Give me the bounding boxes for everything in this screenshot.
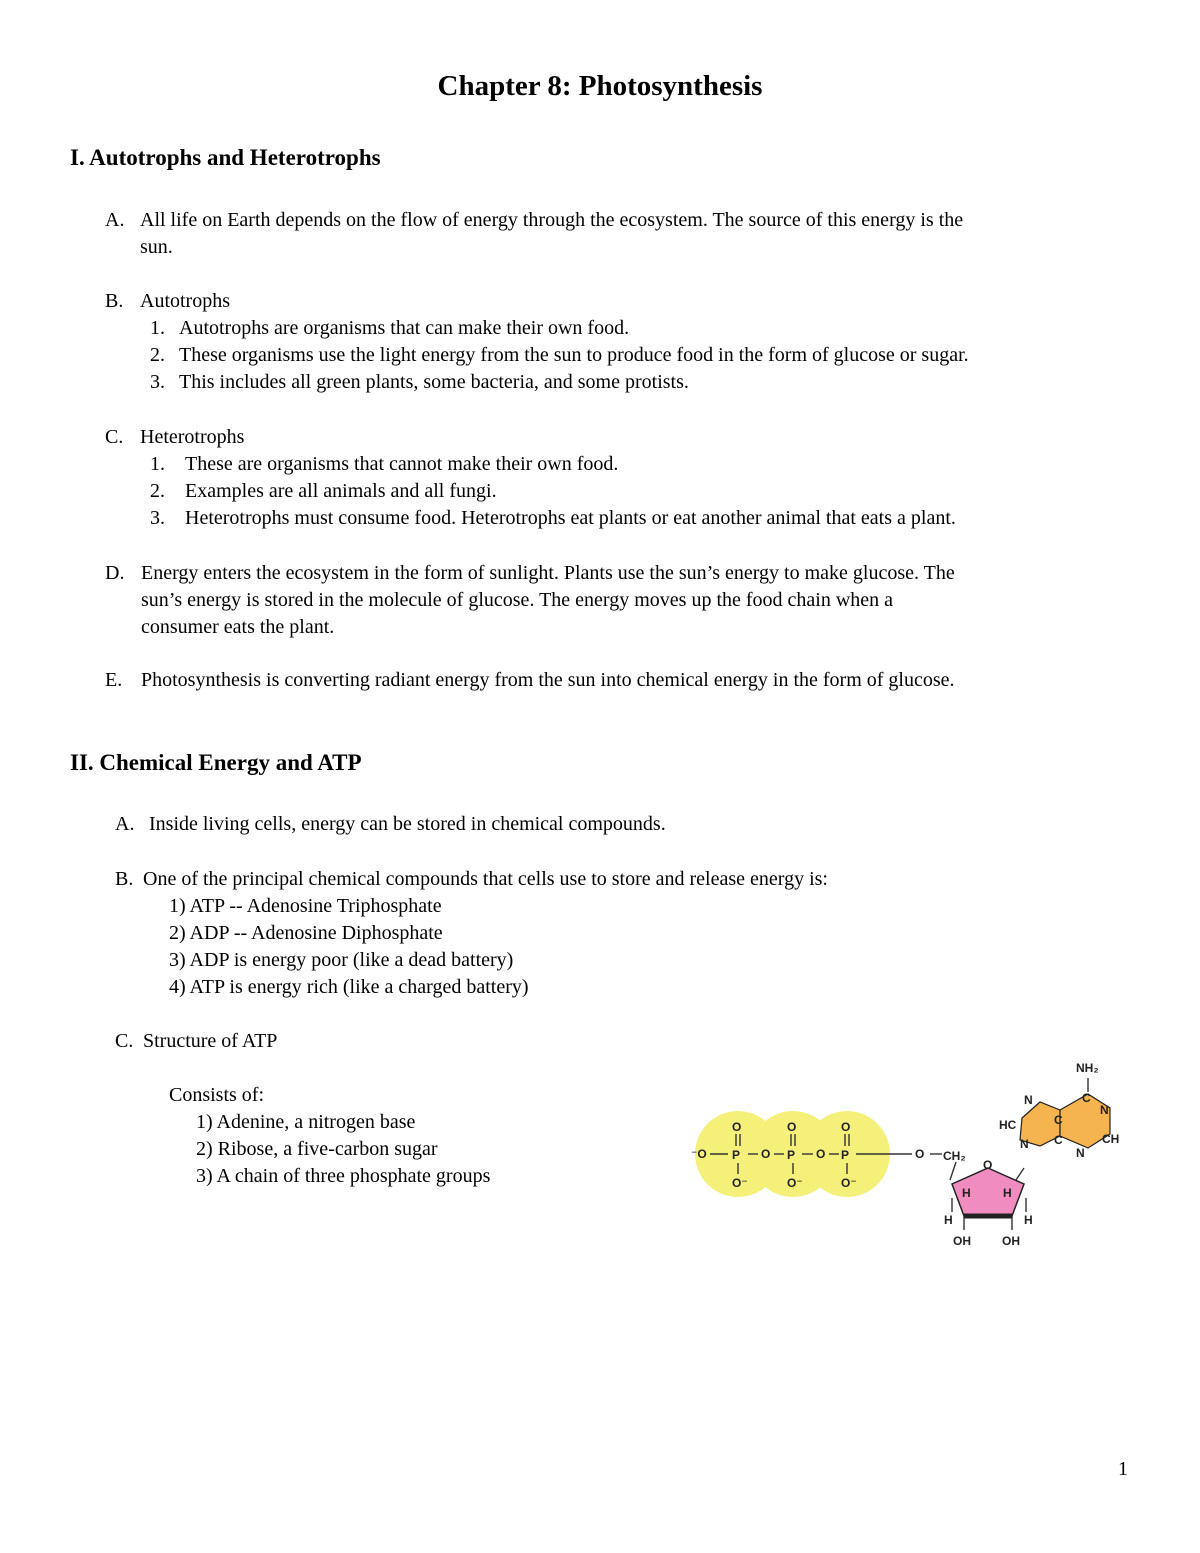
item-1d-line: consumer eats the plant.: [141, 616, 335, 638]
item-2c-marker: C.: [115, 1030, 134, 1052]
adenine-label: N: [1076, 1146, 1085, 1160]
list-item: 1) Adenine, a nitrogen base: [196, 1111, 416, 1133]
item-1e-text: Photosynthesis is converting radiant energy from the sun into chemical energy in the form of glucose.: [141, 669, 955, 691]
ribose-label: H: [944, 1213, 953, 1227]
ribose-label: CH₂: [943, 1149, 966, 1163]
item-1a-marker: A.: [105, 209, 125, 231]
item-1c-marker: C.: [105, 426, 124, 448]
ribose-label: H: [1024, 1213, 1033, 1227]
item-1b-marker: B.: [105, 290, 124, 312]
list-item-number: 3.: [150, 507, 165, 529]
item-1c-label: Heterotrophs: [140, 426, 245, 448]
item-1a-text-cont: sun.: [140, 236, 173, 258]
list-item: 2) Ribose, a five-carbon sugar: [196, 1138, 438, 1160]
phosphate-label: O⁻: [732, 1176, 748, 1190]
item-2a-marker: A.: [115, 813, 135, 835]
list-item: Examples are all animals and all fungi.: [185, 480, 497, 502]
item-1b-label: Autotrophs: [140, 290, 230, 312]
item-1d-marker: D.: [105, 562, 125, 584]
page-number: 1: [1118, 1458, 1128, 1480]
ribose-label: H: [1003, 1186, 1012, 1200]
list-item: 3) ADP is energy poor (like a dead battery): [169, 949, 514, 971]
item-1a-text: All life on Earth depends on the flow of energy through the ecosystem. The source of this energy is the: [140, 209, 964, 231]
ribose-label: O: [983, 1158, 993, 1172]
list-item: 1) ATP -- Adenosine Triphosphate: [169, 895, 442, 917]
ribose-label: OH: [953, 1234, 971, 1248]
list-item-number: 1.: [150, 453, 165, 475]
item-2b-marker: B.: [115, 868, 134, 890]
adenine-label: HC: [999, 1118, 1017, 1132]
section-1-heading: I. Autotrophs and Heterotrophs: [70, 145, 381, 170]
item-2a-text: Inside living cells, energy can be stored in chemical compounds.: [149, 813, 666, 835]
item-1e-marker: E.: [105, 669, 123, 691]
phosphate-label: O: [841, 1120, 851, 1134]
phosphate-label: O: [816, 1147, 826, 1161]
item-2b-text: One of the principal chemical compounds that cells use to store and release energy is:: [143, 868, 828, 890]
adenine-label: C: [1082, 1091, 1091, 1105]
item-2c-text: Structure of ATP: [143, 1030, 278, 1052]
list-item: Autotrophs are organisms that can make their own food.: [179, 317, 630, 339]
atp-structure-diagram: [690, 1050, 1160, 1260]
list-item: These organisms use the light energy from the sun to produce food in the form of glucose or sugar.: [179, 344, 969, 366]
adenine-label: CH: [1102, 1132, 1120, 1146]
adenine-label: C: [1054, 1133, 1063, 1147]
phosphate-label: O⁻: [787, 1176, 803, 1190]
adenine-label: N: [1100, 1103, 1109, 1117]
phosphate-label: P: [841, 1148, 850, 1162]
list-item-number: 2.: [150, 344, 165, 366]
list-item: Heterotrophs must consume food. Heterotrophs eat plants or eat another animal that eats a plant.: [185, 507, 956, 529]
ribose-label: H: [962, 1186, 971, 1200]
consists-label: Consists of:: [169, 1084, 265, 1106]
list-item-number: 1.: [150, 317, 165, 339]
page-title: Chapter 8: Photosynthesis: [437, 70, 763, 102]
section-2-heading: II. Chemical Energy and ATP: [70, 750, 362, 775]
phosphate-label: P: [787, 1148, 796, 1162]
list-item-number: 3.: [150, 371, 165, 393]
adenine-label: NH₂: [1076, 1061, 1099, 1075]
list-item: This includes all green plants, some bacteria, and some protists.: [179, 371, 689, 393]
item-1d-line: Energy enters the ecosystem in the form of sunlight. Plants use the sun’s energy to make glucose. The: [141, 562, 955, 584]
ribose-label: OH: [1002, 1234, 1020, 1248]
phosphate-label: O: [732, 1120, 742, 1134]
adenine-label: N: [1024, 1093, 1033, 1107]
list-item: 3) A chain of three phosphate groups: [196, 1165, 491, 1187]
phosphate-label: O: [787, 1120, 797, 1134]
ribose-label: O: [915, 1147, 925, 1161]
list-item: 2) ADP -- Adenosine Diphosphate: [169, 922, 443, 944]
phosphate-label: P: [732, 1148, 741, 1162]
phosphate-label: O⁻: [841, 1176, 857, 1190]
phosphate-label: ⁻O: [691, 1147, 707, 1161]
item-1d-line: sun’s energy is stored in the molecule of glucose. The energy moves up the food chain when a: [141, 589, 894, 611]
list-item-number: 2.: [150, 480, 165, 502]
list-item: 4) ATP is energy rich (like a charged battery): [169, 976, 529, 998]
adenine-label: C: [1054, 1113, 1063, 1127]
adenine-label: N: [1020, 1137, 1029, 1151]
list-item: These are organisms that cannot make their own food.: [185, 453, 619, 475]
phosphate-label: O: [761, 1147, 771, 1161]
